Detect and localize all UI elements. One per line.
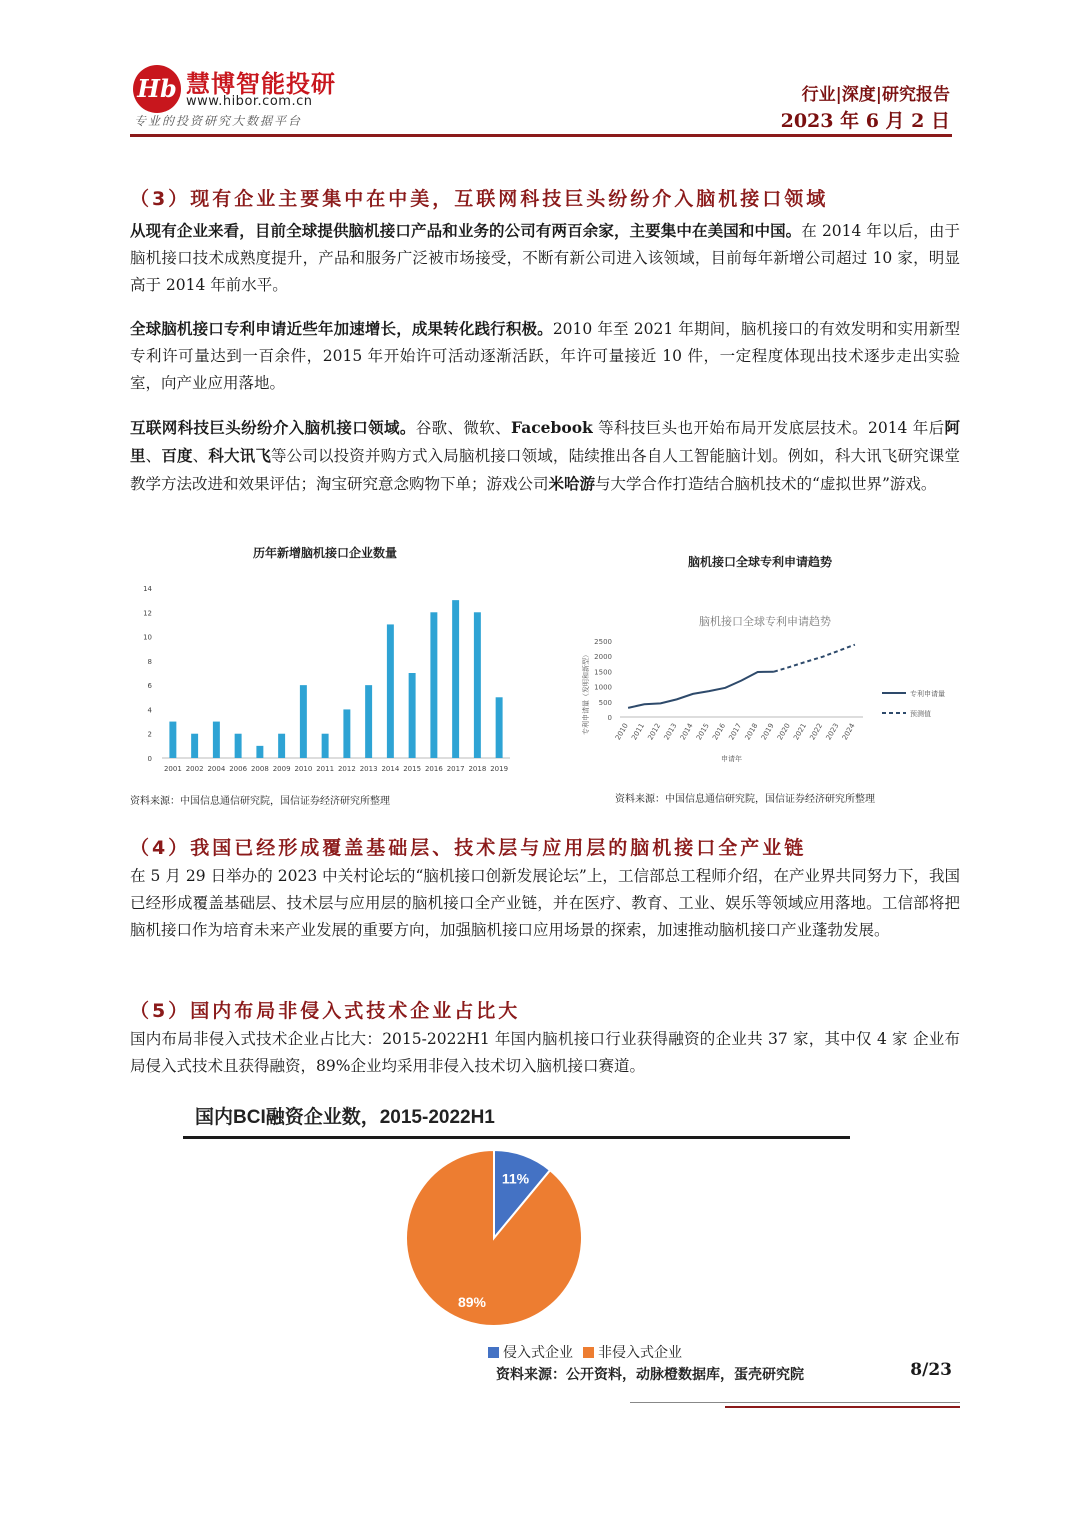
line-series-forecast <box>774 645 855 672</box>
bar-y-tick-label: 6 <box>147 682 152 691</box>
bar-x-tick-label: 2012 <box>337 765 356 773</box>
bar-mark <box>213 722 220 758</box>
line-inner-title: 脑机接口全球专利申请趋势 <box>699 615 831 628</box>
line-x-tick-label: 2012 <box>646 722 663 742</box>
line-x-tick-label: 2017 <box>727 722 744 742</box>
bar-y-tick-label: 14 <box>143 585 152 593</box>
logo-url: www.hibor.com.cn <box>186 94 313 109</box>
line-x-tick-label: 2022 <box>808 722 825 742</box>
logo-slogan: 专业的投资研究大数据平台 <box>134 114 303 128</box>
legend-swatch-invasive <box>488 1347 499 1358</box>
pie-chart-svg <box>380 1140 610 1340</box>
line-x-tick-label: 2016 <box>711 722 728 742</box>
p3-mihoyo: 米哈游 <box>548 474 596 493</box>
section4-paragraph: 在 5 月 29 日举办的 2023 中关村论坛的“脑机接口创新发展论坛”上，工信部总工程师介绍，在产业界共同努力下，我国已经形成覆盖基础层、技术层与应用层的脑机接口全产业链，并在医疗、教育、工业、娱乐等领域应用落地。工信部将把脑机接口作为培育未来产业发展的重要方向，加强脑机接口应用场景的探索，加速推动脑机接口产业蓬勃发展。 <box>130 867 960 939</box>
p3-sep-1: 、 <box>145 447 162 465</box>
legend-label-invasive: 侵入式企业 <box>503 1345 573 1361</box>
p3-iflytek: 科大讯飞 <box>208 446 271 465</box>
line-y-axis-label: 专利申请量（发明和新型） <box>582 651 590 735</box>
bar-mark <box>430 612 437 758</box>
pie-slice-label: 11% <box>501 1170 530 1187</box>
p3-facebook: Facebook <box>511 418 593 437</box>
section3-paragraph-2 <box>130 315 960 397</box>
line-x-tick-label: 2010 <box>613 722 630 742</box>
bar-x-tick-label: 2015 <box>403 765 422 773</box>
pie-chart-source: 资料来源：公开资料，动脉橙数据库，蛋壳研究院 <box>496 1367 804 1383</box>
line-y-tick-label: 1000 <box>594 683 612 692</box>
pie-legend <box>488 1342 682 1362</box>
footer-rule <box>630 1402 960 1403</box>
line-chart-svg <box>560 545 960 780</box>
line-x-tick-label: 2021 <box>792 722 809 742</box>
line-x-tick-label: 2020 <box>775 722 792 742</box>
line-y-tick-label: 1500 <box>594 668 612 677</box>
bar-mark <box>256 746 263 758</box>
pie-slice-noninvasive <box>406 1150 582 1326</box>
bar-y-tick-label: 4 <box>147 706 152 715</box>
logo-name: 慧博智能投研 <box>186 70 336 98</box>
line-chart-source: 资料来源：中国信息通信研究院，国信证券经济研究所整理 <box>615 794 875 805</box>
p2-rest: 2010 年至 2021 年期间，脑机接口的有效发明和实用新型专利许可量达到一百余件，2015 年开始许可活动逐渐活跃，年许可量接近 10 件，一定程度体现出技术逐步走出实验室，向产业应用落地。 <box>130 320 960 392</box>
bar-chart-title: 历年新增脑机接口企业数量 <box>252 546 397 560</box>
bar-y-tick-label: 8 <box>147 657 152 666</box>
footer-accent-rule <box>725 1406 960 1408</box>
section3-title: （3）现有企业主要集中在中美，互联网科技巨头纷纷介入脑机接口领域 <box>130 188 829 210</box>
svg-text:Hb: Hb <box>137 74 177 103</box>
bar-chart-svg <box>130 540 520 780</box>
section5-paragraph: 国内布局非侵入式技术企业占比大：2015-2022H1 年国内脑机接口行业获得融资的企业共 37 家，其中仅 4 家 企业布局侵入式技术且获得融资，89%企业均采用非侵入技术切入脑机接口赛道。 <box>130 1030 960 1075</box>
p3-text-c: 等公司以投资并购方式入局脑机接口领域，陆续推出各自人工智能脑计划。例如，科大讯飞研究课堂教学方法改进和效果评估；淘宝研究意念购物下单；游戏公司 <box>130 447 960 493</box>
bar-mark <box>169 722 176 758</box>
line-series-actual <box>628 672 774 708</box>
p3-text-b: 等科技巨头也开始布局开发底层技术。2014 年后 <box>592 419 945 437</box>
bar-mark <box>409 673 416 758</box>
bar-x-tick-label: 2016 <box>424 765 443 773</box>
p3-sep-2: 、 <box>192 447 209 465</box>
bar-x-tick-label: 2013 <box>359 765 378 773</box>
line-x-tick-label: 2019 <box>759 722 776 742</box>
header-rule <box>130 134 952 137</box>
line-x-tick-label: 2015 <box>694 722 711 742</box>
page-number: 8/23 <box>910 1360 952 1380</box>
bar-x-tick-label: 2014 <box>381 765 400 773</box>
bar-x-tick-label: 2019 <box>490 765 509 773</box>
p3-bold: 互联网科技巨头纷纷介入脑机接口领域。 <box>130 418 416 437</box>
bar-x-tick-label: 2008 <box>250 765 269 773</box>
bar-mark <box>322 734 329 758</box>
bar-mark <box>365 685 372 758</box>
report-date: 2023 年 6 月 2 日 <box>780 110 950 132</box>
bar-x-tick-label: 2010 <box>294 765 313 773</box>
line-y-tick-label: 2000 <box>594 653 612 662</box>
pie-chart-title: 国内BCI融资企业数，2015-2022H1 <box>195 1107 495 1128</box>
line-legend-label: 预测值 <box>910 710 931 718</box>
line-y-tick-label: 500 <box>598 698 612 707</box>
bar-x-tick-label: 2004 <box>207 765 226 773</box>
line-x-tick-label: 2013 <box>662 722 679 742</box>
bar-mark <box>496 697 503 758</box>
bar-mark <box>278 734 285 758</box>
p3-ali: 阿里 <box>130 418 960 465</box>
line-x-tick-label: 2011 <box>630 722 647 742</box>
line-chart <box>560 545 960 780</box>
bar-mark <box>235 734 242 758</box>
section4-title: （4）我国已经形成覆盖基础层、技术层与应用层的脑机接口全产业链 <box>130 837 807 859</box>
line-chart-title: 脑机接口全球专利申请趋势 <box>687 555 832 569</box>
legend-label-noninvasive: 非侵入式企业 <box>598 1345 682 1361</box>
line-legend-label: 专利申请量 <box>910 690 945 698</box>
line-y-tick-label: 0 <box>607 714 612 722</box>
p1-rest: 在 2014 年以后，由于脑机接口技术成熟度提升，产品和服务广泛被市场接受，不断有新公司进入该领域，目前每年新增公司超过 10 家，明显高于 2014 年前水平。 <box>130 222 960 294</box>
bar-mark <box>343 709 350 758</box>
line-x-tick-label: 2018 <box>743 722 760 742</box>
bar-x-tick-label: 2017 <box>446 765 465 773</box>
bar-y-tick-label: 12 <box>143 609 152 618</box>
legend-swatch-noninvasive <box>583 1347 594 1358</box>
bar-y-tick-label: 10 <box>143 633 152 642</box>
logo-icon <box>132 64 182 114</box>
bar-mark <box>452 600 459 758</box>
line-x-tick-label: 2014 <box>678 722 695 742</box>
line-x-tick-label: 2023 <box>824 722 841 742</box>
bar-chart <box>130 540 520 780</box>
bar-y-tick-label: 0 <box>147 755 152 763</box>
p3-text-d: 与大学合作打造结合脑机技术的“虚拟世界”游戏。 <box>595 475 937 493</box>
p2-bold: 全球脑机接口专利申请近些年加速增长，成果转化践行积极。 <box>130 319 553 338</box>
bar-x-tick-label: 2009 <box>272 765 291 773</box>
line-y-tick-label: 2500 <box>594 638 612 646</box>
report-type: 行业|深度|研究报告 <box>801 85 950 105</box>
bar-mark <box>191 734 198 758</box>
pie-slice-label: 89% <box>457 1294 487 1310</box>
bar-x-tick-label: 2002 <box>185 765 204 773</box>
p3-text-a: 谷歌、微软、 <box>415 419 512 437</box>
p3-baidu: 百度 <box>161 446 193 465</box>
bar-x-tick-label: 2011 <box>316 765 335 773</box>
line-x-tick-label: 2024 <box>840 722 857 742</box>
line-x-axis-label: 申请年 <box>721 755 742 763</box>
bar-chart-source: 资料来源：中国信息通信研究院，国信证券经济研究所整理 <box>130 796 390 807</box>
bar-mark <box>474 612 481 758</box>
bar-mark <box>300 685 307 758</box>
bar-mark <box>387 624 394 758</box>
section3-paragraph-1 <box>130 217 960 299</box>
bar-x-tick-label: 2006 <box>229 765 248 773</box>
bar-x-tick-label: 2018 <box>468 765 487 773</box>
section5-title: （5）国内布局非侵入式技术企业占比大 <box>130 1000 521 1022</box>
p1-bold: 从现有企业来看，目前全球提供脑机接口产品和业务的公司有两百余家，主要集中在美国和中国。 <box>130 221 802 240</box>
section3-paragraph-3 <box>130 414 960 498</box>
bar-y-tick-label: 2 <box>147 730 152 739</box>
bar-x-tick-label: 2001 <box>163 765 182 773</box>
pie-title-rule <box>183 1136 850 1139</box>
